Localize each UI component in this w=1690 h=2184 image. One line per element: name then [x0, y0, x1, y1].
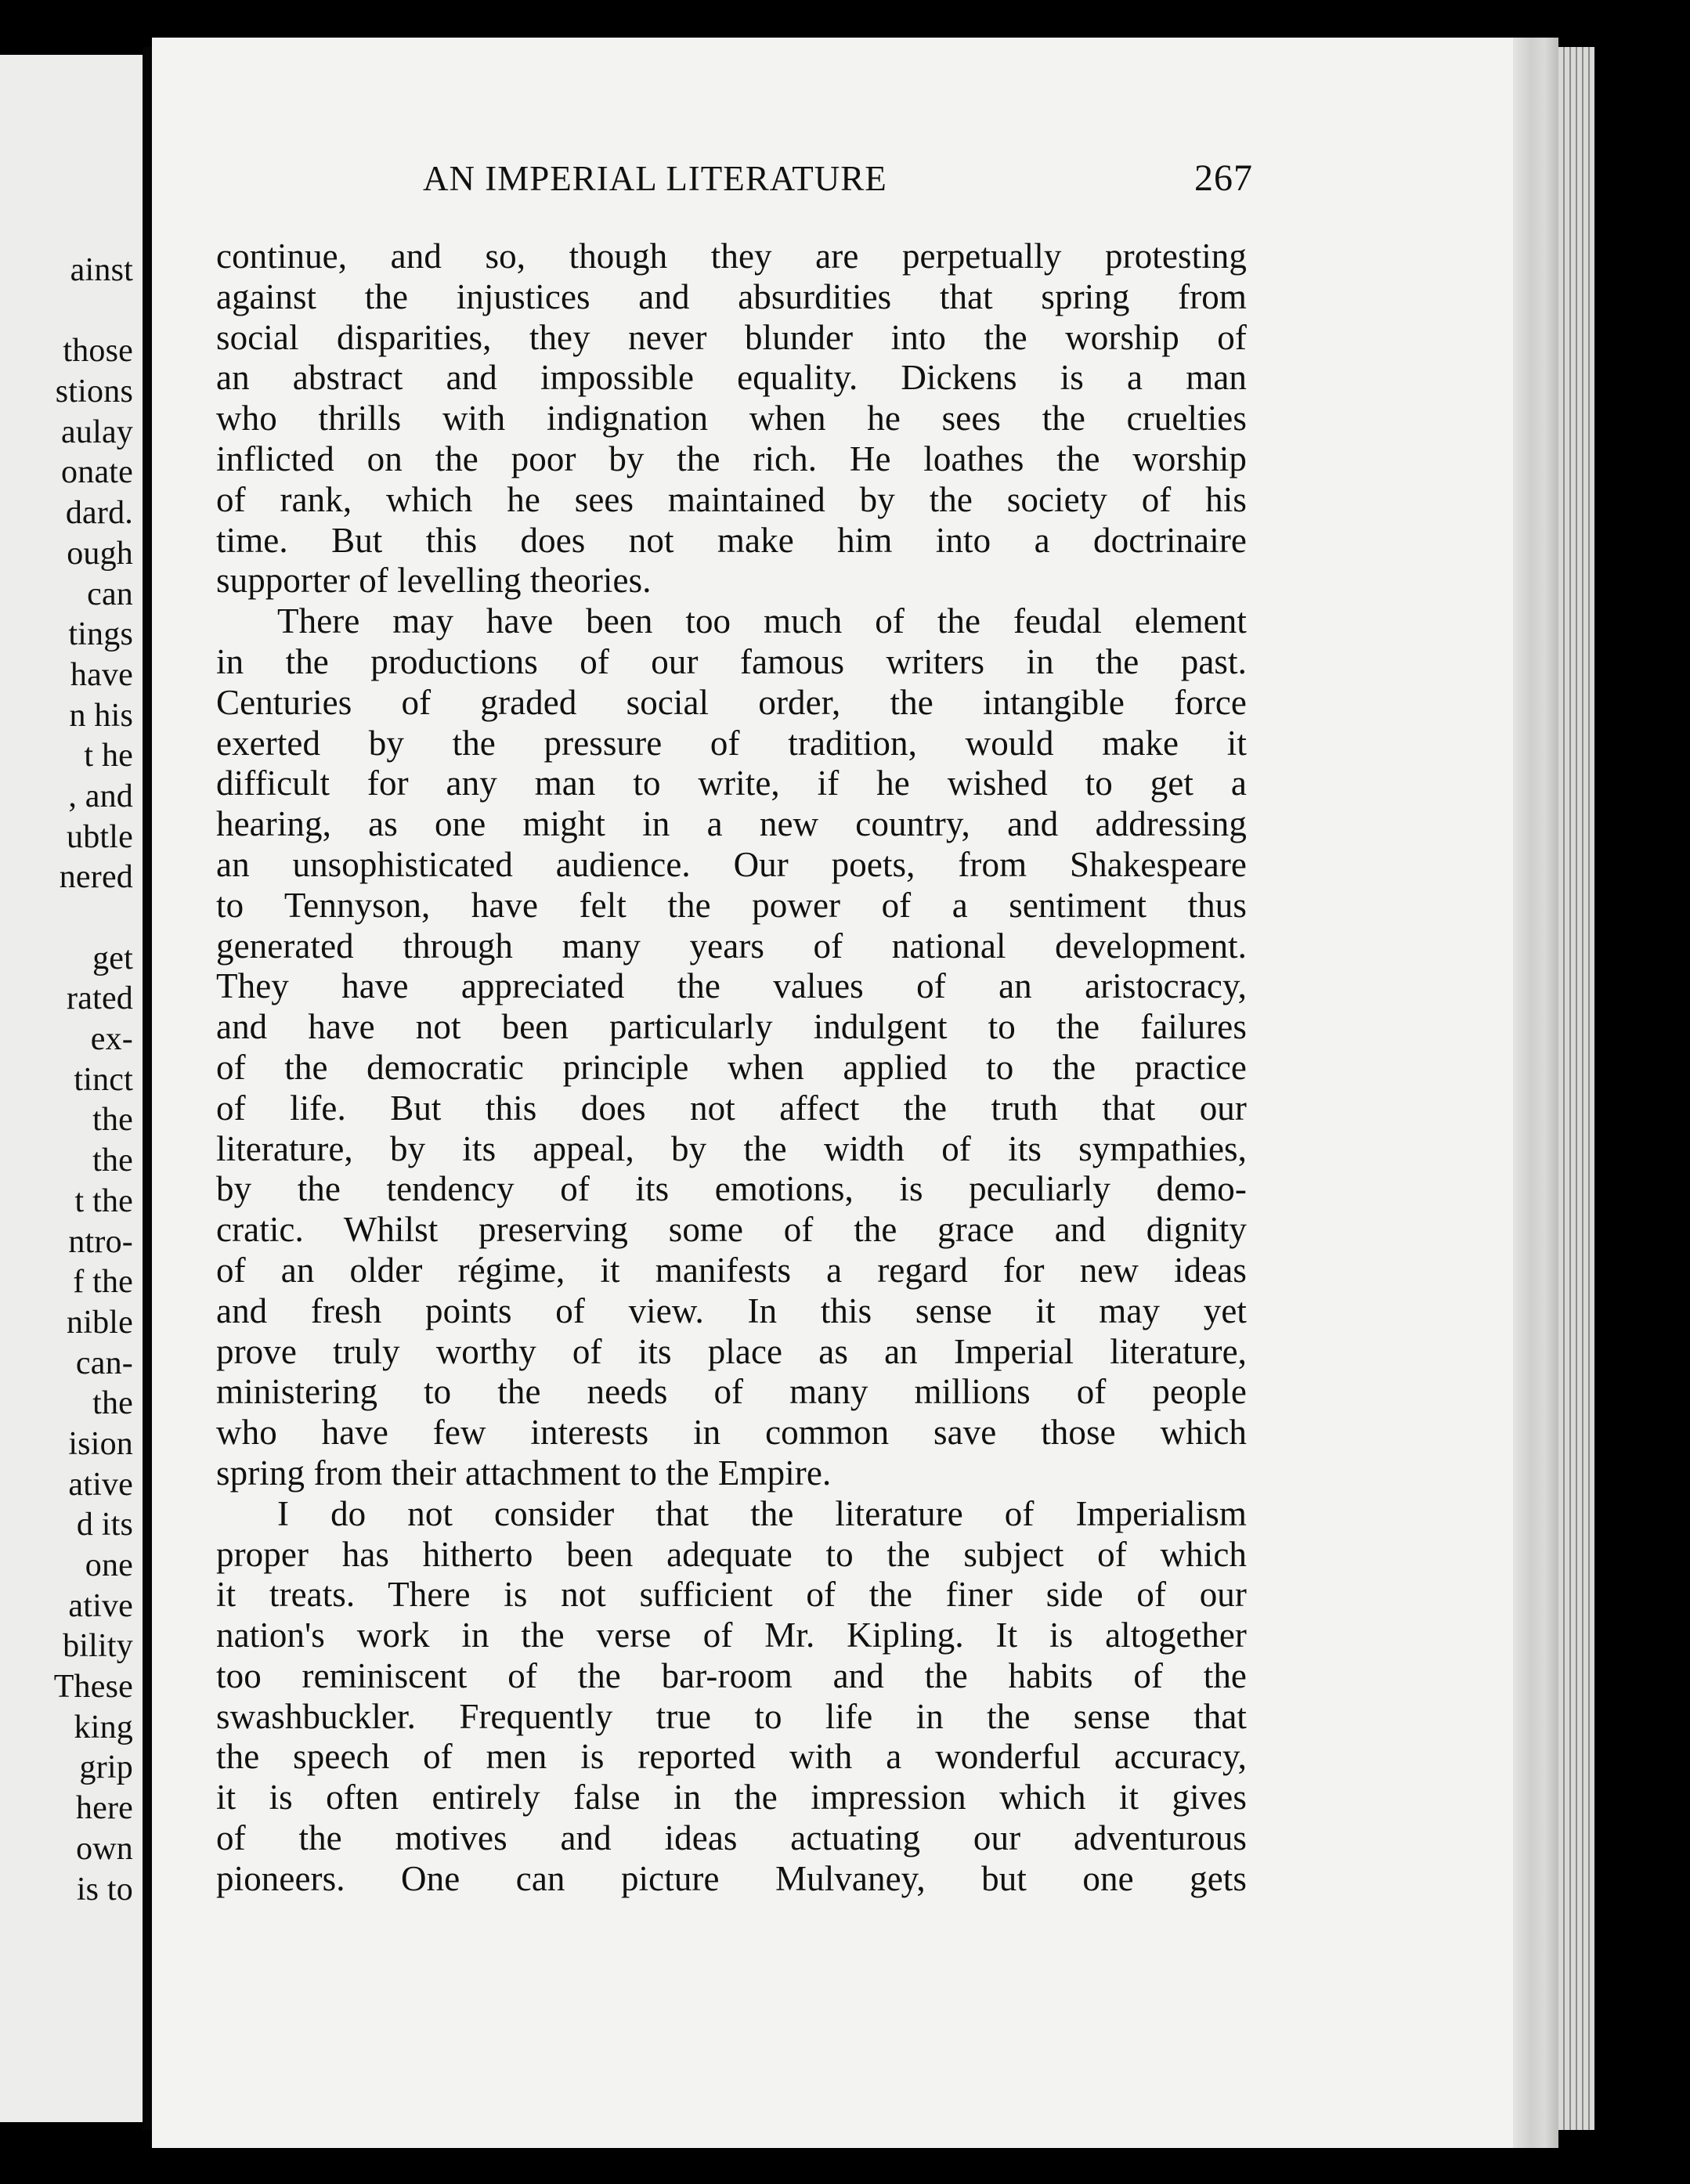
facing-line: nered: [59, 859, 133, 896]
facing-line: ision: [68, 1425, 133, 1462]
facing-line: have: [70, 656, 133, 693]
page-edge: [1513, 38, 1558, 2148]
facing-line: aulay: [61, 413, 133, 450]
facing-line: the: [92, 1385, 133, 1422]
text-line: ministering to the needs of many millions of people: [216, 1372, 1247, 1412]
running-header: [423, 157, 1253, 200]
text-line: continue, and so, though they are perpetually protesting: [216, 236, 1247, 276]
facing-line: ex-: [90, 1021, 133, 1058]
text-line: There may have been too much of the feudal element: [277, 601, 1247, 641]
text-line: of life. But this does not affect the truth that our: [216, 1088, 1247, 1128]
facing-line: one: [85, 1547, 133, 1583]
facing-line: stions: [55, 374, 133, 410]
facing-line: ative: [68, 1587, 133, 1624]
text-line: an abstract and impossible equality. Dickens is a man: [216, 358, 1247, 398]
text-line: it treats. There is not sufficient of the finer side of our: [216, 1575, 1247, 1615]
text-line: in the productions of our famous writers in the past.: [216, 641, 1247, 681]
text-line: I do not consider that the literature of Imperialism: [277, 1493, 1247, 1533]
text-line: pioneers. One can picture Mulvaney, but one gets: [216, 1858, 1247, 1898]
facing-line: get: [92, 940, 133, 976]
facing-line: n his: [69, 697, 133, 734]
text-line: an unsophisticated audience. Our poets, from Shakespeare: [216, 844, 1247, 884]
text-line: it is often entirely false in the impression which it gives: [216, 1778, 1247, 1818]
text-line: hearing, as one might in a new country, and addressing: [216, 804, 1247, 844]
facing-line: those: [63, 333, 133, 370]
text-line: the speech of men is reported with a wonderful accuracy,: [216, 1737, 1247, 1777]
text-line: proper has hitherto been adequate to the subject of which: [216, 1534, 1247, 1574]
facing-line: onate: [61, 454, 133, 491]
text-line: of the motives and ideas actuating our adventurous: [216, 1818, 1247, 1858]
facing-line: the: [92, 1143, 133, 1179]
facing-line: t he: [84, 738, 133, 774]
text-line: social disparities, they never blunder into the worship of: [216, 317, 1247, 357]
text-line: nation's work in the verse of Mr. Kipling. It is altogether: [216, 1615, 1247, 1655]
facing-line: dard.: [65, 495, 133, 532]
facing-line: tings: [68, 616, 133, 653]
facing-line: [0, 291, 133, 332]
facing-line: bility: [63, 1628, 133, 1665]
text-line: of rank, which he sees maintained by the society of his: [216, 479, 1247, 519]
text-line: They have appreciated the values of an aristocracy,: [216, 966, 1247, 1006]
facing-line: can-: [75, 1345, 133, 1381]
facing-line: ntro-: [68, 1223, 133, 1260]
text-line: generated through many years of national development.: [216, 926, 1247, 966]
facing-line: grip: [79, 1749, 133, 1786]
facing-page-text: [0, 251, 143, 1910]
text-line: Centuries of graded social order, the intangible force: [216, 682, 1247, 722]
text-line: and fresh points of view. In this sense it may yet: [216, 1291, 1247, 1330]
body-text: [216, 236, 1247, 1900]
facing-line: here: [75, 1790, 133, 1827]
page-stack: [1558, 47, 1594, 2130]
facing-line: ainst: [70, 252, 133, 288]
facing-line: the: [92, 1102, 133, 1139]
text-line: inflicted on the poor by the rich. He loathes the worship: [216, 439, 1247, 478]
facing-line: can: [87, 576, 133, 612]
facing-line: ough: [67, 535, 133, 572]
text-line: to Tennyson, have felt the power of a sentiment thus: [216, 885, 1247, 925]
text-line: who thrills with indignation when he sees the cruelties: [216, 399, 1247, 439]
text-line: and have not been particularly indulgent to the failures: [216, 1007, 1247, 1047]
text-line: of the democratic principle when applied to the practice: [216, 1047, 1247, 1087]
book-gutter: [143, 47, 152, 2130]
text-line: cratic. Whilst preserving some of the grace and dignity: [216, 1210, 1247, 1250]
text-line: swashbuckler. Frequently true to life in the sense that: [216, 1696, 1247, 1736]
text-line: of an older régime, it manifests a regard for new ideas: [216, 1250, 1247, 1290]
facing-line: These: [53, 1669, 133, 1706]
facing-line: ubtle: [67, 818, 133, 855]
facing-line: d its: [76, 1507, 133, 1543]
text-line: time. But this does not make him into a doctrinaire: [216, 520, 1247, 560]
text-line: against the injustices and absurdities that spring from: [216, 276, 1247, 316]
text-line: supporter of levelling theories.: [216, 561, 652, 601]
text-line: spring from their attachment to the Empire.: [216, 1453, 832, 1493]
facing-page: [0, 55, 143, 2122]
facing-line: rated: [67, 980, 133, 1017]
facing-line: nible: [67, 1304, 133, 1341]
facing-line: own: [76, 1830, 133, 1867]
facing-line: t the: [74, 1182, 133, 1219]
facing-line: tinct: [74, 1061, 133, 1098]
facing-line: f the: [73, 1264, 133, 1301]
facing-line: , and: [68, 778, 133, 814]
page-number: 267: [1194, 157, 1253, 199]
facing-line: [0, 898, 133, 939]
text-line: difficult for any man to write, if he wished to get a: [216, 763, 1247, 803]
text-line: exerted by the pressure of tradition, would make it: [216, 723, 1247, 763]
text-line: literature, by its appeal, by the width of its sympathies,: [216, 1128, 1247, 1168]
text-line: who have few interests in common save those which: [216, 1413, 1247, 1453]
text-line: too reminiscent of the bar-room and the habits of the: [216, 1655, 1247, 1695]
facing-line: king: [74, 1709, 133, 1745]
text-line: prove truly worthy of its place as an Imperial literature,: [216, 1331, 1247, 1371]
running-title: AN IMPERIAL LITERATURE: [423, 159, 887, 198]
text-line: by the tendency of its emotions, is peculiarly demo-: [216, 1169, 1247, 1209]
facing-line: ative: [68, 1466, 133, 1503]
facing-line: is to: [76, 1871, 133, 1908]
